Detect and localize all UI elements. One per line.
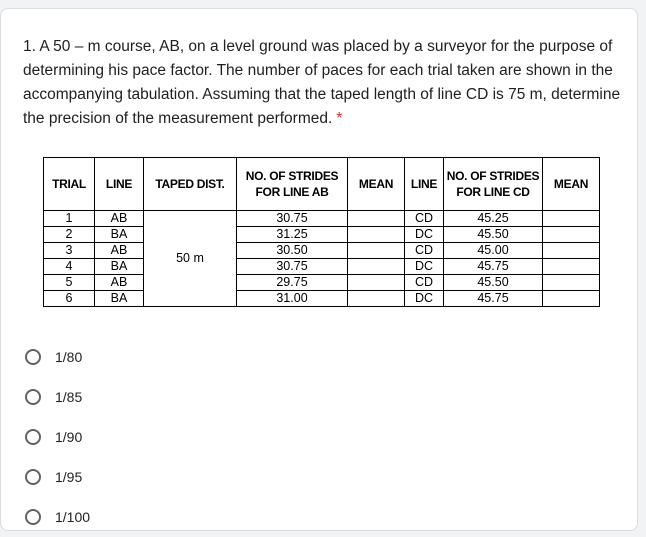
- cell-strides-ab: 30.50: [237, 243, 348, 259]
- table-row: [44, 211, 600, 227]
- cell-line: BA: [95, 227, 144, 243]
- radio-button[interactable]: [25, 469, 41, 485]
- cell-trial: 3: [44, 243, 95, 259]
- header-mean-cd: MEAN: [543, 158, 600, 211]
- header-line-cd: LINE: [405, 158, 444, 211]
- cell-line: AB: [95, 211, 144, 227]
- header-mean-ab: MEAN: [348, 158, 405, 211]
- required-asterisk: *: [336, 110, 343, 127]
- answer-options: [25, 337, 90, 537]
- cell-line-cd: DC: [405, 227, 444, 243]
- cell-line: AB: [95, 243, 144, 259]
- cell-mean-cd: [543, 275, 600, 291]
- option-label: 1/80: [55, 349, 83, 365]
- cell-taped-dist: 50 m: [144, 211, 237, 307]
- cell-line-cd: CD: [405, 275, 444, 291]
- cell-mean-ab: [348, 259, 405, 275]
- cell-strides-cd: 45.75: [444, 291, 543, 307]
- cell-line-cd: DC: [405, 259, 444, 275]
- cell-line-cd: CD: [405, 243, 444, 259]
- option-label: 1/95: [55, 469, 83, 485]
- header-taped-dist: TAPED DIST.: [144, 158, 237, 211]
- cell-mean-cd: [543, 291, 600, 307]
- cell-mean-ab: [348, 211, 405, 227]
- table-row: [44, 227, 600, 243]
- header-line: LINE: [95, 158, 144, 211]
- header-strides-cd: NO. OF STRIDES FOR LINE CD: [444, 158, 543, 211]
- cell-line: BA: [95, 291, 144, 307]
- cell-mean-cd: [543, 243, 600, 259]
- cell-line-cd: DC: [405, 291, 444, 307]
- option-label: 1/85: [55, 389, 83, 405]
- cell-strides-ab: 30.75: [237, 259, 348, 275]
- cell-mean-cd: [543, 211, 600, 227]
- table-row: [44, 275, 600, 291]
- option-1-95[interactable]: [25, 457, 90, 497]
- cell-strides-cd: 45.75: [444, 259, 543, 275]
- cell-strides-ab: 31.00: [237, 291, 348, 307]
- cell-trial: 1: [44, 211, 95, 227]
- cell-mean-ab: [348, 275, 405, 291]
- table-row: [44, 259, 600, 275]
- option-1-85[interactable]: [25, 377, 90, 417]
- radio-button[interactable]: [25, 349, 41, 365]
- header-strides-ab: NO. OF STRIDES FOR LINE AB: [237, 158, 348, 211]
- cell-strides-ab: 30.75: [237, 211, 348, 227]
- cell-line-cd: CD: [405, 211, 444, 227]
- cell-line: BA: [95, 259, 144, 275]
- question-card: [0, 8, 638, 531]
- radio-button[interactable]: [25, 389, 41, 405]
- cell-mean-cd: [543, 227, 600, 243]
- table-row: [44, 291, 600, 307]
- cell-mean-cd: [543, 259, 600, 275]
- cell-strides-cd: 45.25: [444, 211, 543, 227]
- option-1-90[interactable]: [25, 417, 90, 457]
- cell-trial: 2: [44, 227, 95, 243]
- option-1-100[interactable]: [25, 497, 90, 537]
- cell-strides-ab: 31.25: [237, 227, 348, 243]
- cell-trial: 6: [44, 291, 95, 307]
- cell-mean-ab: [348, 243, 405, 259]
- cell-trial: 4: [44, 259, 95, 275]
- cell-line: AB: [95, 275, 144, 291]
- header-trial: TRIAL: [44, 158, 95, 211]
- pace-table-image: [43, 157, 600, 307]
- option-label: 1/100: [55, 509, 91, 525]
- option-label: 1/90: [55, 429, 83, 445]
- cell-strides-cd: 45.50: [444, 275, 543, 291]
- cell-strides-cd: 45.00: [444, 243, 543, 259]
- radio-button[interactable]: [25, 429, 41, 445]
- table-row: [44, 243, 600, 259]
- question-text: [23, 35, 623, 131]
- table-header-row: [44, 158, 600, 211]
- cell-strides-cd: 45.50: [444, 227, 543, 243]
- cell-mean-ab: [348, 291, 405, 307]
- question-body: 1. A 50 – m course, AB, on a level ground was placed by a surveyor for the purpose of determining his pace factor. The number of paces for each trial taken are shown in the accompanying tabulation. Assuming that the taped length of line CD is 75 m, determine the precision of the measurement performed.: [23, 38, 621, 127]
- cell-trial: 5: [44, 275, 95, 291]
- cell-mean-ab: [348, 227, 405, 243]
- pace-table: [43, 157, 600, 307]
- cell-strides-ab: 29.75: [237, 275, 348, 291]
- option-1-80[interactable]: [25, 337, 90, 377]
